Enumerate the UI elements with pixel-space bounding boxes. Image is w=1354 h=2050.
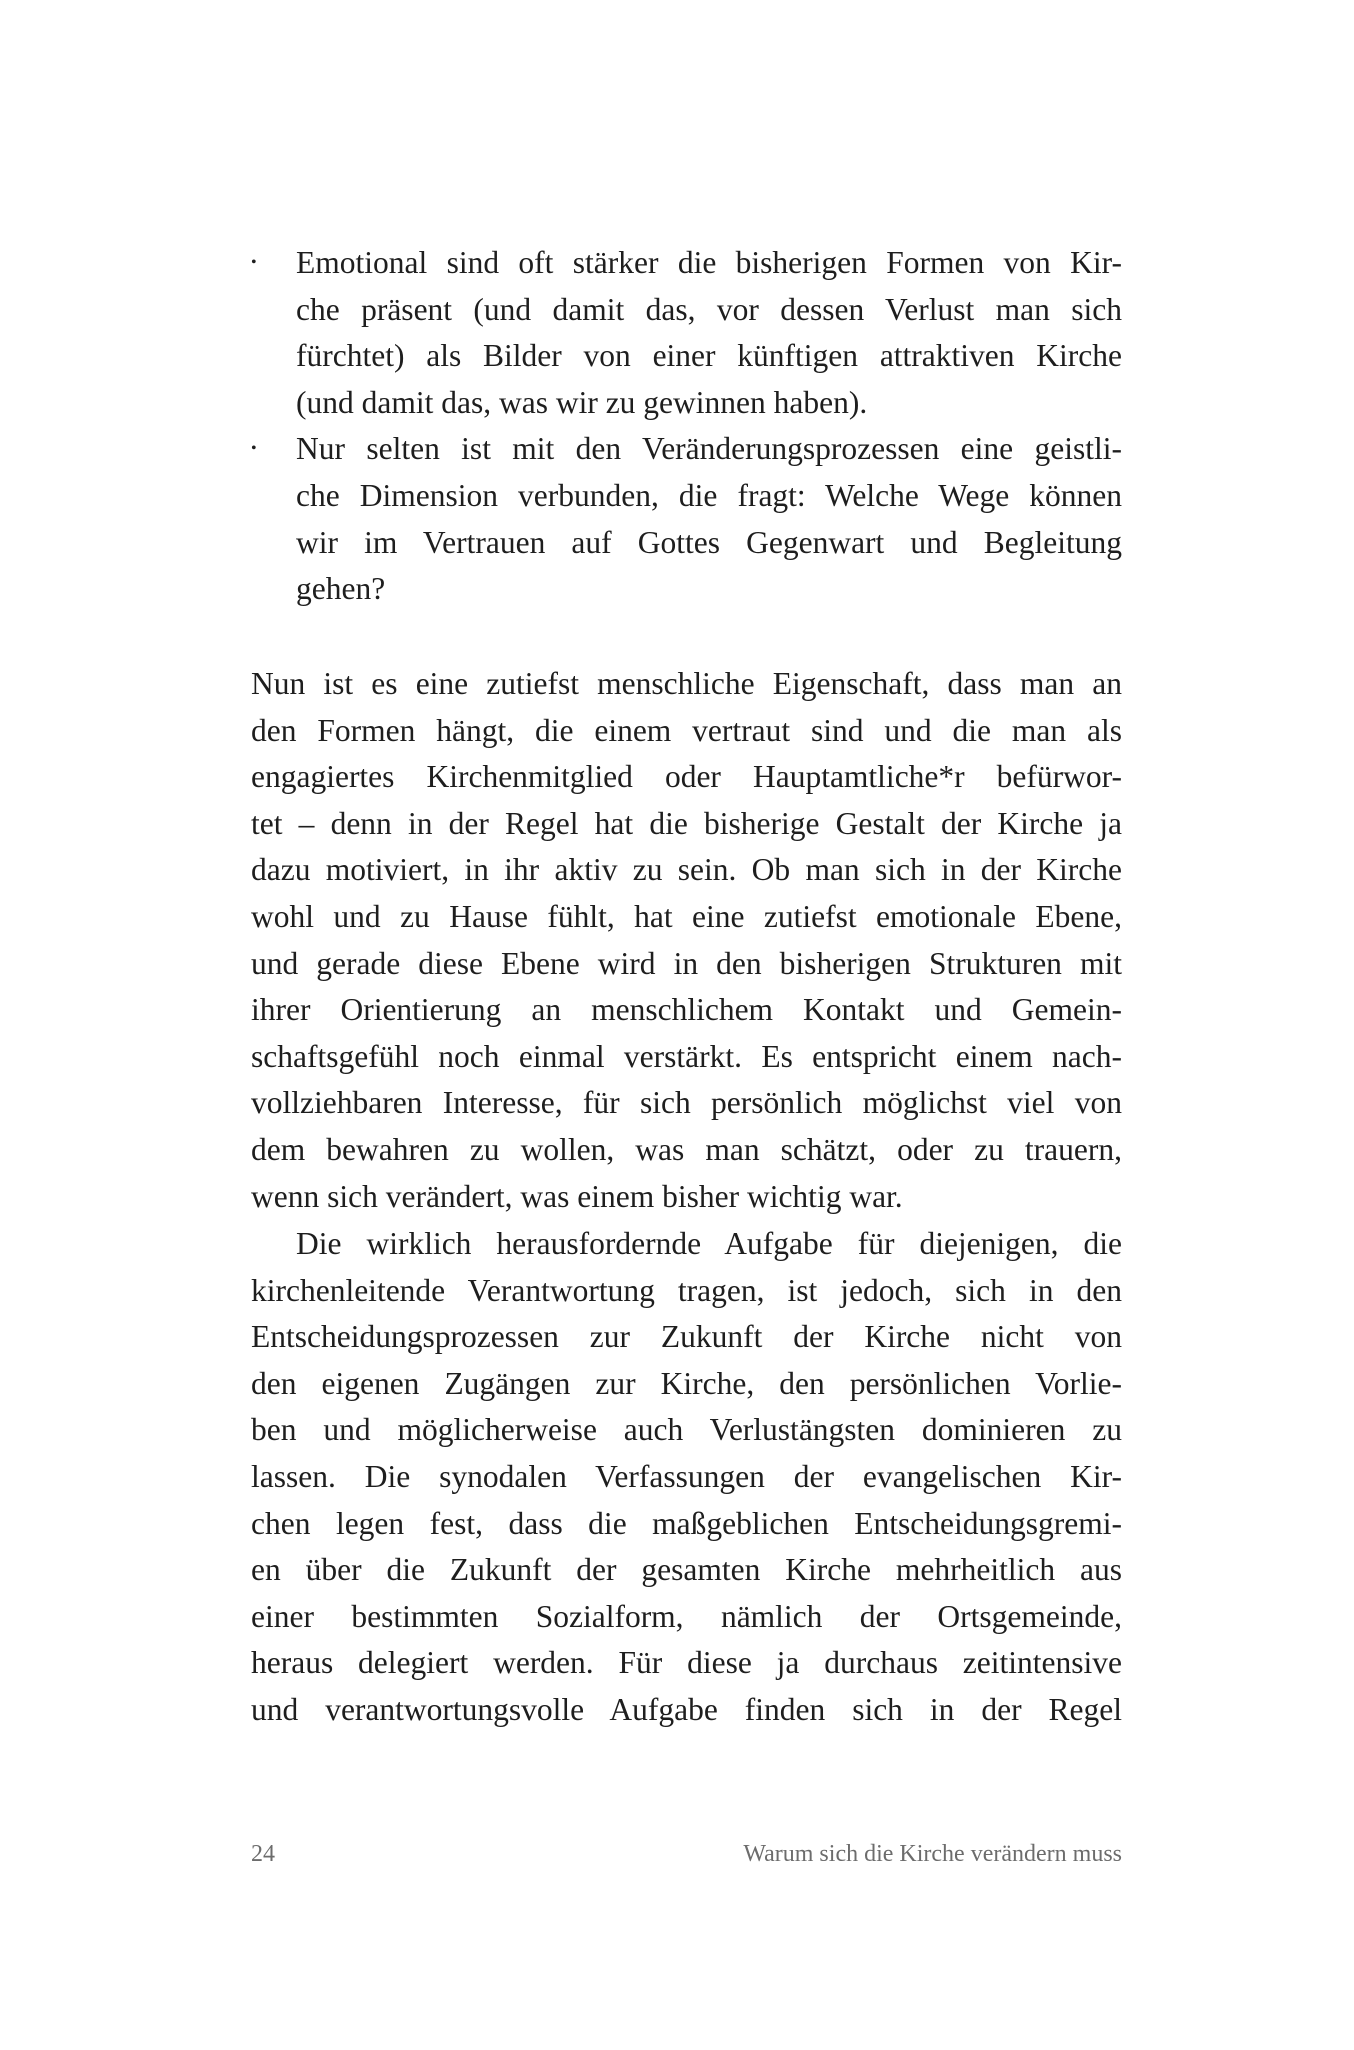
bullet-list <box>251 240 1122 613</box>
text-line: lassen. Die synodalen Verfassungen der evangelischen Kir- <box>251 1458 1122 1494</box>
text-line: und gerade diese Ebene wird in den bisherigen Strukturen mit <box>251 945 1122 981</box>
text-line: kirchenleitende Verantwortung tragen, ist jedoch, sich in den <box>251 1272 1122 1308</box>
bullet-marker: • <box>251 440 257 458</box>
text-line: einer bestimmten Sozialform, nämlich der Ortsgemeinde, <box>251 1598 1122 1634</box>
text-line: fürchtet) als Bilder von einer künftigen attraktiven Kirche <box>296 338 1122 374</box>
text-line: tet – denn in der Regel hat die bisherige Gestalt der Kirche ja <box>251 805 1122 841</box>
text-line: che präsent (und damit das, vor dessen Verlust man sich <box>296 291 1122 327</box>
text-line: engagiertes Kirchenmitglied oder Hauptamtliche*r befürwor- <box>251 759 1122 795</box>
text-line: che Dimension verbunden, die fragt: Welche Wege können <box>296 477 1122 513</box>
text-line: vollziehbaren Interesse, für sich persönlich möglichst viel von <box>251 1085 1122 1121</box>
page-footer <box>251 1834 1122 1874</box>
text-line: schaftsgefühl noch einmal verstärkt. Es entspricht einem nach- <box>251 1038 1122 1074</box>
page-number: 24 <box>251 1841 275 1867</box>
bullet-marker: • <box>251 254 257 271</box>
paragraph <box>251 1221 1122 1734</box>
text-line: ihrer Orientierung an menschlichem Kontakt und Gemein- <box>251 992 1122 1028</box>
text-line: Die wirklich herausfordernde Aufgabe für diejenigen, die <box>296 1226 1122 1261</box>
text-line: wir im Vertrauen auf Gottes Gegenwart und Begleitung <box>296 524 1122 560</box>
text-line: Nun ist es eine zutiefst menschliche Eigenschaft, dass man an <box>251 666 1122 701</box>
text-line: und verantwortungsvolle Aufgabe finden sich in der Regel <box>251 1691 1122 1727</box>
text-line: wohl und zu Hause fühlt, hat eine zutiefst emotionale Ebene, <box>251 898 1122 934</box>
text-line: gehen? <box>296 571 386 607</box>
text-line: dem bewahren zu wollen, was man schätzt, oder zu trauern, <box>251 1131 1122 1167</box>
text-line: Nur selten ist mit den Veränderungsprozessen eine geistli- <box>296 431 1122 467</box>
text-line: dazu motiviert, in ihr aktiv zu sein. Ob man sich in der Kirche <box>251 852 1122 888</box>
text-line: chen legen fest, dass die maßgeblichen Entscheidungsgremi- <box>251 1505 1122 1541</box>
text-line: den eigenen Zugängen zur Kirche, den persönlichen Vorlie- <box>251 1365 1122 1401</box>
running-title: Warum sich die Kirche verändern muss <box>743 1841 1122 1867</box>
paragraph <box>251 661 1122 1220</box>
text-line: Entscheidungsprozessen zur Zukunft der Kirche nicht von <box>251 1319 1122 1355</box>
text-line: den Formen hängt, die einem vertraut sind und die man als <box>251 712 1122 748</box>
text-line: heraus delegiert werden. Für diese ja durchaus zeitintensive <box>251 1645 1122 1681</box>
text-line: (und damit das, was wir zu gewinnen haben). <box>296 384 868 420</box>
bullet-item <box>251 426 1122 612</box>
text-line: Emotional sind oft stärker die bisherigen Formen von Kir- <box>296 245 1122 280</box>
bullet-item <box>251 240 1122 426</box>
text-line: wenn sich verändert, was einem bisher wichtig war. <box>251 1178 903 1214</box>
text-line: en über die Zukunft der gesamten Kirche mehrheitlich aus <box>251 1552 1122 1588</box>
text-line: ben und möglicherweise auch Verlustängsten dominieren zu <box>251 1412 1122 1448</box>
